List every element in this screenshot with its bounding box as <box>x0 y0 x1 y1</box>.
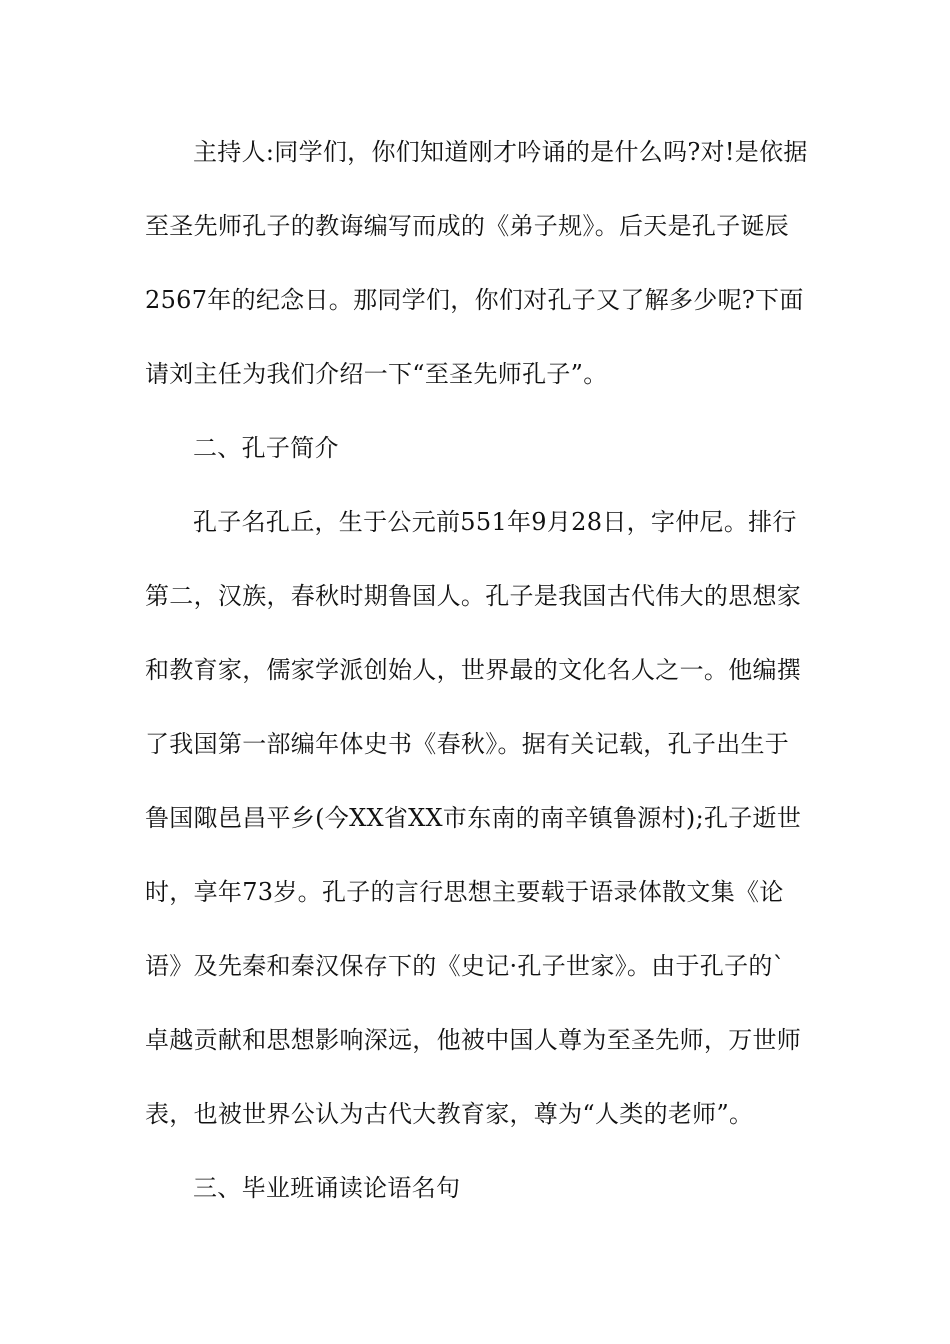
section-heading: 三、毕业班诵读论语名句 <box>193 1174 461 1202</box>
paragraph-line: 第二，汉族，春秋时期鲁国人。孔子是我国古代伟大的思想家 <box>145 582 802 610</box>
paragraph-line: 至圣先师孔子的教诲编写而成的《弟子规》。后天是孔子诞辰 <box>145 212 790 240</box>
paragraph-line: 孔子名孔丘，生于公元前551年9月28日，字仲尼。排行 <box>193 508 797 536</box>
paragraph-line: 时，享年73岁。孔子的言行思想主要载于语录体散文集《论 <box>145 878 784 906</box>
paragraph-line: 2567年的纪念日。那同学们，你们对孔子又了解多少呢?下面 <box>145 286 804 314</box>
paragraph-line: 表，也被世界公认为古代大教育家，尊为“人类的老师”。 <box>145 1100 754 1128</box>
paragraph-line: 鲁国陬邑昌平乡(今XX省XX市东南的南辛镇鲁源村);孔子逝世 <box>145 804 802 832</box>
paragraph-line: 了我国第一部编年体史书《春秋》。据有关记载，孔子出生于 <box>145 730 790 758</box>
paragraph-line: 请刘主任为我们介绍一下“至圣先师孔子”。 <box>145 360 608 388</box>
section-heading: 二、孔子简介 <box>193 434 339 462</box>
paragraph-line: 和教育家，儒家学派创始人，世界最的文化名人之一。他编撰 <box>145 656 802 684</box>
paragraph-line: 语》及先秦和秦汉保存下的《史记·孔子世家》。由于孔子的` <box>145 952 786 980</box>
paragraph-line: 卓越贡献和思想影响深远，他被中国人尊为至圣先师，万世师 <box>145 1026 802 1054</box>
paragraph-line: 主持人:同学们，你们知道刚才吟诵的是什么吗?对!是依据 <box>193 138 808 166</box>
